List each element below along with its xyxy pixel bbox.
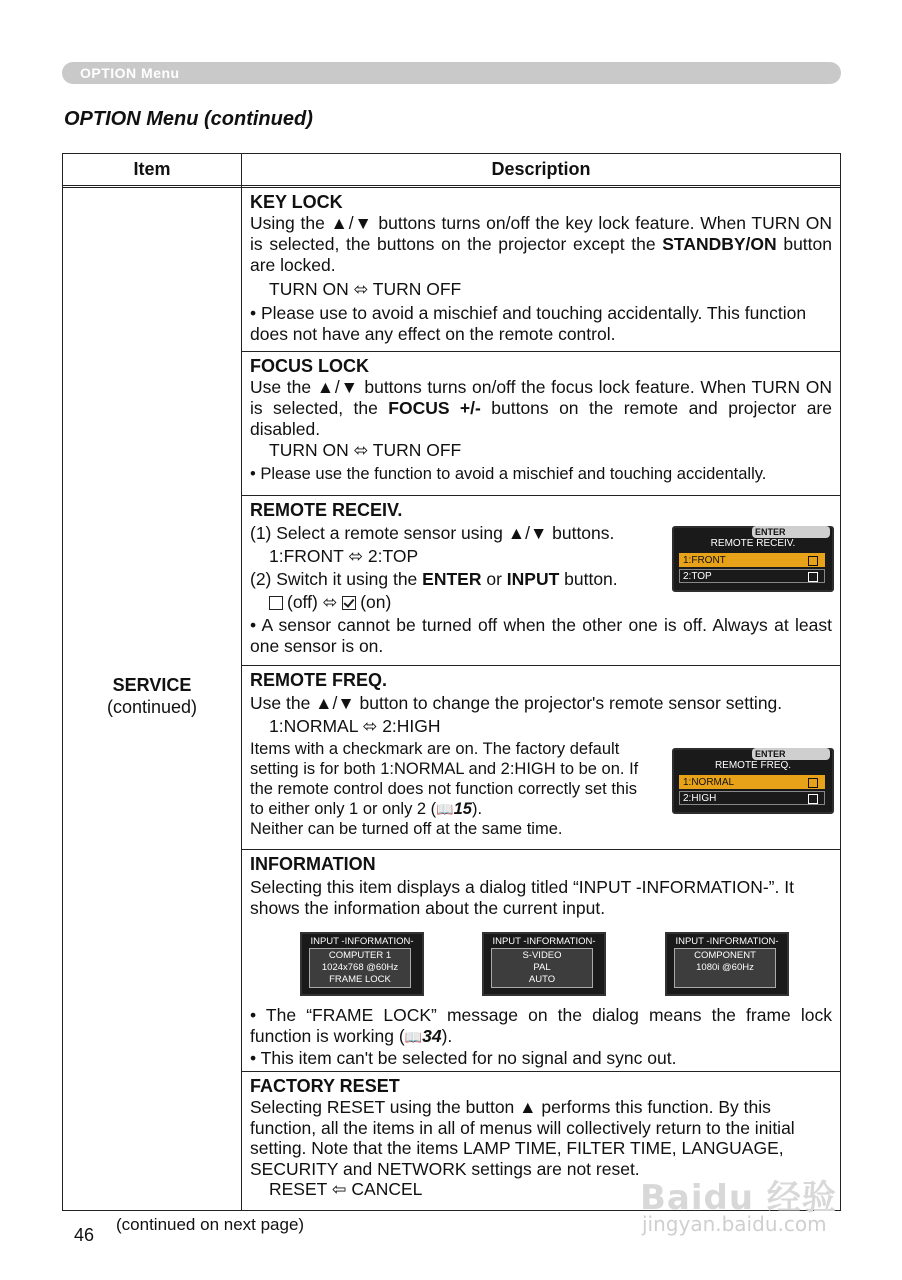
table-header xyxy=(63,154,840,186)
osd-title: REMOTE FREQ. xyxy=(714,760,792,771)
remote-receiv-osd xyxy=(672,526,834,592)
watermark-logo: Baidu 经验 xyxy=(640,1178,837,1218)
osd-option-normal: 1:NORMAL xyxy=(679,775,825,789)
item-service-name: SERVICE xyxy=(112,675,192,695)
check-icon xyxy=(808,794,818,804)
item-service xyxy=(63,674,241,718)
remote-freq-options: 1:NORMAL ⬄ 2:HIGH xyxy=(269,716,441,736)
page-title: OPTION Menu (continued) xyxy=(64,108,313,130)
info-dialog-computer: INPUT -INFORMATION- COMPUTER 1 1024x768 @60Hz FRAME LOCK xyxy=(300,932,424,996)
factory-reset-options: RESET ⇦ CANCEL xyxy=(269,1179,423,1199)
remote-freq-note: Items with a checkmark are on. The factory default setting is for both 1:NORMAL and 2:HIGH to be on. If the remote control does not function correctly set this to either only 1 or only 2 (📖 15). xyxy=(250,739,655,819)
header-item: Item xyxy=(133,159,171,179)
check-icon xyxy=(808,778,818,788)
row-focus-lock xyxy=(242,352,840,496)
info-dialog-component: INPUT -INFORMATION- COMPONENT 1080i @60Hz xyxy=(665,932,789,996)
section-header-label: OPTION Menu xyxy=(80,65,180,81)
remote-freq-osd xyxy=(672,748,834,814)
book-ref-icon: 📖 34 xyxy=(405,1026,442,1046)
osd-title: REMOTE RECEIV. xyxy=(710,538,796,549)
key-lock-title: KEY LOCK xyxy=(250,192,343,212)
remote-receiv-note: • A sensor cannot be turned off when the other one is off. Always at least one sensor is on. xyxy=(250,615,832,656)
remote-freq-desc: Use the ▲/▼ button to change the projector's remote sensor setting. xyxy=(250,693,783,713)
osd-enter-hint: ENTER xyxy=(752,748,830,760)
item-service-sub: (continued) xyxy=(106,697,198,717)
row-key-lock xyxy=(242,188,840,352)
focus-lock-note: • Please use the function to avoid a mischief and touching accidentally. xyxy=(250,465,767,483)
header-description: Description xyxy=(491,159,591,179)
key-lock-options: TURN ON ⬄ TURN OFF xyxy=(269,279,462,299)
check-icon xyxy=(808,556,818,566)
check-icon xyxy=(808,572,818,582)
remote-receiv-toggle: (off) ⬄ (on) xyxy=(250,592,832,613)
section-header-bar xyxy=(62,62,841,84)
information-desc: Selecting this item displays a dialog titled “INPUT -INFORMATION-”. It shows the information about the current input. xyxy=(250,877,794,918)
row-information xyxy=(242,850,840,1072)
information-note1: • The “FRAME LOCK” message on the dialog means the frame lock function is working (📖 34). xyxy=(250,1005,832,1048)
checkbox-off-icon xyxy=(269,596,283,610)
osd-option-top: 2:TOP xyxy=(679,569,825,583)
factory-reset-title: FACTORY RESET xyxy=(250,1076,400,1096)
row-remote-freq xyxy=(242,666,840,850)
page-number: 46 xyxy=(74,1225,95,1245)
focus-lock-desc: Use the ▲/▼ buttons turns on/off the focus lock feature. When TURN ON is selected, the FOCUS +/- buttons on the remote and projector are disabled. xyxy=(250,377,832,439)
remote-receiv-step2: (2) Switch it using the ENTER or INPUT button. xyxy=(250,569,618,589)
key-lock-note: • Please use to avoid a mischief and touching accidentally. This function does not have any effect on the remote control. xyxy=(250,303,807,344)
info-dialog-svideo: INPUT -INFORMATION- S-VIDEO PAL AUTO xyxy=(482,932,606,996)
focus-lock-title: FOCUS LOCK xyxy=(250,356,369,376)
watermark-url: jingyan.baidu.com xyxy=(642,1212,827,1236)
remote-receiv-title: REMOTE RECEIV. xyxy=(250,500,403,520)
osd-enter-hint: ENTER xyxy=(752,526,830,538)
book-ref-icon: 📖 15 xyxy=(436,800,472,818)
remote-receiv-options: 1:FRONT ⬄ 2:TOP xyxy=(269,546,419,566)
row-remote-receiv xyxy=(242,496,840,666)
information-note2: • This item can't be selected for no signal and sync out. xyxy=(250,1048,677,1068)
remote-freq-note2: Neither can be turned off at the same time. xyxy=(250,820,563,838)
osd-option-high: 2:HIGH xyxy=(679,791,825,805)
information-title: INFORMATION xyxy=(250,854,376,874)
remote-receiv-step1: (1) Select a remote sensor using ▲/▼ buttons. xyxy=(250,523,615,543)
factory-reset-desc: Selecting RESET using the button ▲ performs this function. By this function, all the items in all of menus will collectively return to the initial setting. Note that the items LAMP TIME, FILTER TIME, LANGUAGE, SECURITY and NETWORK settings are not reset. xyxy=(250,1097,795,1179)
option-menu-table xyxy=(62,153,841,1211)
focus-lock-options: TURN ON ⬄ TURN OFF xyxy=(269,440,462,460)
continued-note: (continued on next page) xyxy=(116,1215,305,1234)
checkbox-on-icon xyxy=(342,596,356,610)
remote-freq-title: REMOTE FREQ. xyxy=(250,670,388,690)
osd-option-front: 1:FRONT xyxy=(679,553,825,567)
key-lock-desc: Using the ▲/▼ buttons turns on/off the key lock feature. When TURN ON is selected, the buttons on the projector except the STANDBY/ON button are locked. xyxy=(250,213,832,275)
